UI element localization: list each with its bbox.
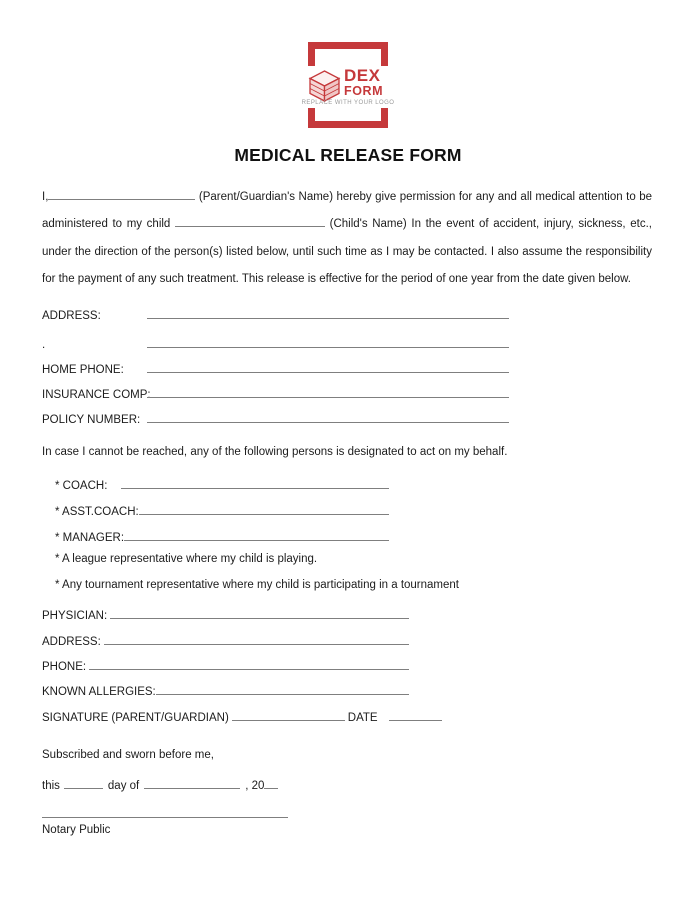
address-line2-blank	[147, 334, 509, 348]
coach-field-row	[55, 475, 389, 492]
physician-address-blank	[104, 631, 409, 645]
physician-field-row	[42, 605, 409, 622]
address-line2-label: .	[42, 339, 46, 351]
date-blank	[389, 707, 442, 721]
notary-public-label: Notary Public	[42, 824, 111, 836]
coach-label: * COACH:	[55, 480, 108, 492]
manager-label: * MANAGER:	[55, 532, 125, 544]
known-allergies-blank	[156, 681, 409, 695]
asst-coach-label: * ASST.COACH:	[55, 506, 139, 518]
notary-signature-row	[42, 804, 288, 821]
policy-number-label: POLICY NUMBER:	[42, 414, 141, 426]
intro-paragraph	[42, 184, 652, 293]
month-blank	[144, 775, 240, 789]
address-field-row	[42, 305, 509, 322]
physician-label: PHYSICIAN:	[42, 610, 108, 622]
child-name-blank	[175, 213, 325, 227]
manager-field-row	[55, 527, 389, 544]
physician-address-field-row	[42, 631, 409, 648]
home-phone-blank	[147, 359, 509, 373]
logo-band	[300, 66, 396, 108]
asst-coach-blank	[139, 501, 389, 515]
league-representative-note: * A league representative where my child is playing.	[55, 553, 318, 565]
intro-text-2: (Parent/Guardian's Name) hereby give permission for any and all medical attention to be administered to my child	[42, 191, 652, 231]
notary-signature-blank	[42, 804, 288, 818]
physician-phone-field-row	[42, 656, 409, 673]
policy-number-blank	[147, 409, 509, 423]
address-line2-field-row	[42, 334, 509, 351]
logo-name-line1: DEX	[344, 66, 381, 85]
physician-phone-label: PHONE:	[42, 661, 87, 673]
physician-address-label: ADDRESS:	[42, 636, 101, 648]
home-phone-field-row	[42, 359, 509, 376]
date-label: DATE	[347, 712, 378, 724]
day-of-label: day of	[107, 780, 140, 792]
sworn-date-row	[42, 775, 278, 792]
known-allergies-label: KNOWN ALLERGIES:	[42, 686, 156, 698]
this-label: this	[42, 780, 60, 792]
coach-blank	[121, 475, 389, 489]
logo-tagline: REPLACE WITH YOUR LOGO	[301, 100, 395, 106]
dexform-logo	[301, 42, 395, 128]
intro-text-3: (Child's Name) In the event of accident, injury, sickness, etc., under the direction of the person(s) listed below, until such time as I may be contacted. I also assume the responsibility for the payment of any such treatment. This release is effective for the period of one year from the date given below.	[42, 218, 652, 285]
designee-intro: In case I cannot be reached, any of the following persons is designated to act on my behalf.	[42, 446, 508, 458]
sworn-statement: Subscribed and sworn before me,	[42, 749, 214, 761]
insurance-comp-blank	[147, 384, 509, 398]
year-blank	[264, 775, 278, 789]
address-blank	[147, 305, 509, 319]
policy-number-field-row	[42, 409, 509, 426]
insurance-comp-label: INSURANCE COMP:	[42, 389, 151, 401]
home-phone-label: HOME PHONE:	[42, 364, 124, 376]
signature-blank	[232, 707, 345, 721]
tournament-representative-note: * Any tournament representative where my child is participating in a tournament	[55, 579, 459, 591]
day-number-blank	[64, 775, 103, 789]
logo-name-line2: FORM	[344, 84, 384, 98]
known-allergies-field-row	[42, 681, 409, 698]
insurance-comp-field-row	[42, 384, 509, 401]
manager-blank	[124, 527, 389, 541]
physician-blank	[110, 605, 409, 619]
form-title: MEDICAL RELEASE FORM	[234, 145, 462, 165]
year-prefix: , 20	[245, 780, 265, 792]
physician-phone-blank	[89, 656, 409, 670]
address-label: ADDRESS:	[42, 310, 101, 322]
signature-row	[42, 707, 442, 724]
intro-text-1: I,	[42, 191, 49, 203]
asst-coach-field-row	[55, 501, 389, 518]
parent-guardian-name-blank	[48, 186, 195, 200]
stacked-box-icon	[308, 69, 341, 103]
signature-label: SIGNATURE (PARENT/GUARDIAN)	[42, 712, 229, 724]
